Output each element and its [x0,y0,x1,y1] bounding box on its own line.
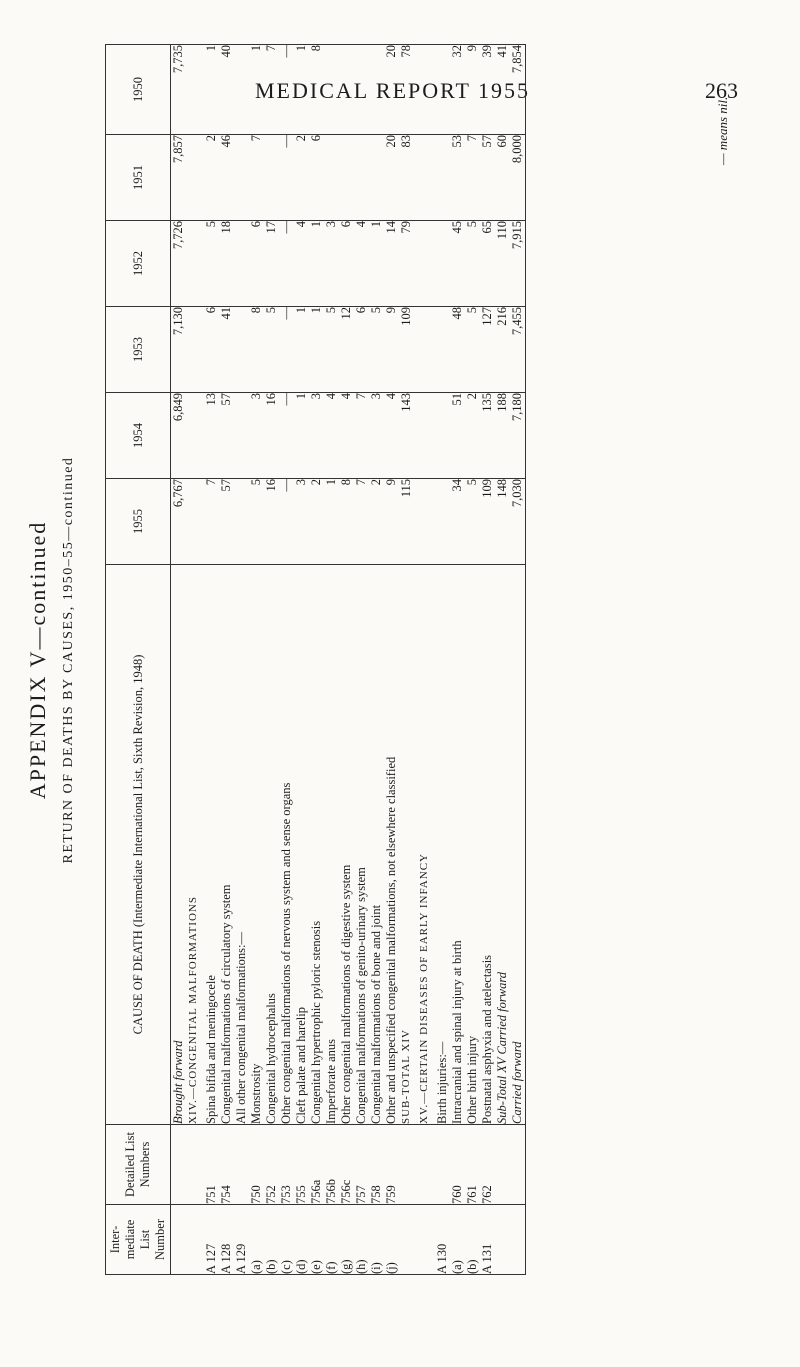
value-cell: 4 [354,221,368,228]
intermediate-number [186,1205,204,1274]
value-cell: 46 [219,135,233,148]
value-cell [435,135,450,220]
value-cell: 41 [219,307,233,320]
value-cell [417,479,435,564]
value-cell [234,307,249,392]
value-cell: 5 [465,307,479,314]
value-cell: 1 [204,45,218,52]
value-cell: 5 [249,479,263,486]
value-cell: 1 [294,393,308,400]
col-header-year: 1953 [106,307,171,393]
value-cell: 5 [369,307,383,314]
value-cell: 148 [495,479,509,498]
detailed-number: 752 [264,1185,278,1204]
cause-label: Imperforate anus [324,1038,338,1124]
value-cell: — [279,479,293,492]
value-cell [339,135,354,220]
value-cell: 45 [450,221,464,234]
value-cell: 4 [339,393,353,400]
value-cell [186,135,204,220]
value-cell: 14 [384,221,398,234]
value-cell: 2 [369,479,383,486]
value-cell: 57 [219,393,233,406]
value-cell: 110 [495,221,509,240]
detailed-number: 761 [465,1185,479,1204]
cause-label: Brought forward [171,1040,185,1124]
value-cell: 6 [204,307,218,314]
value-cell: 48 [450,307,464,320]
value-cell: 7,726 [171,221,185,250]
value-cell [354,135,369,220]
value-cell: 188 [495,393,509,412]
value-cell: 51 [450,393,464,406]
detailed-number [510,1125,525,1204]
value-cell: 3 [324,221,338,228]
value-cell: 18 [219,221,233,234]
cause-label: Congenital hypertrophic pyloric stenosis [309,920,323,1124]
detailed-number [435,1125,450,1204]
cause-label: XIV.—CONGENITAL MALFORMATIONS [187,896,199,1124]
value-cell: 7 [249,135,263,142]
value-cell: 16 [264,393,278,406]
value-cell [264,135,279,220]
intermediate-number: A 131 [480,1243,494,1274]
detailed-number: 757 [354,1185,368,1204]
body-row [171,45,526,1275]
intermediate-number: (b) [264,1259,278,1274]
detailed-number: 759 [384,1185,398,1204]
col-header-cause: CAUSE OF DEATH (Intermediate International List, Sixth Revision, 1948) [106,565,171,1125]
value-cell: 3 [309,393,323,400]
year-column-1954 [171,393,526,479]
value-cell: 8,000 [510,135,524,164]
value-cell [234,135,249,220]
value-cell [234,221,249,306]
value-cell: 5 [465,221,479,228]
intermediate-number: (b) [465,1259,479,1274]
value-cell [186,307,204,392]
cause-label: Other congenital malformations of digestive system [339,864,353,1124]
detailed-number: 753 [279,1185,293,1204]
cause-label: Cleft palate and harelip [294,1007,308,1124]
cause-label: Congenital malformations of bone and joint [369,904,383,1124]
value-cell [435,393,450,478]
value-cell: 57 [219,479,233,492]
intermediate-number [417,1205,435,1274]
value-cell: 6 [339,221,353,228]
value-cell: 2 [309,479,323,486]
value-cell: 39 [480,45,494,58]
value-cell: 8 [309,45,323,52]
value-cell: 8 [339,479,353,486]
header-row [106,45,171,1275]
value-cell: — [279,45,293,58]
value-cell: 2 [465,393,479,400]
detailed-number: 754 [219,1185,233,1204]
value-cell: 7,130 [171,307,185,336]
value-cell: 6,767 [171,479,185,508]
value-cell [234,393,249,478]
cause-label: Congenital malformations of circulatory system [219,884,233,1124]
value-cell [417,307,435,392]
value-cell [369,135,384,220]
cause-label: All other congenital malformations:— [234,932,248,1124]
value-cell: 53 [450,135,464,148]
value-cell: 7,854 [510,45,524,74]
year-column-1952 [171,221,526,307]
intermediate-number [399,1205,417,1274]
value-cell: 3 [294,479,308,486]
cause-label: Intracranial and spinal injury at birth [450,940,464,1124]
value-cell: 7 [354,479,368,486]
value-cell: 7,857 [171,135,185,164]
value-cell: 109 [480,479,494,498]
intermediate-number: (c) [279,1260,293,1274]
value-cell: 9 [384,479,398,486]
col-header-year: 1954 [106,393,171,479]
year-column-1951 [171,135,526,221]
value-cell: 9 [384,307,398,314]
value-cell [369,45,384,134]
value-cell [324,45,339,134]
cause-label: Spina bifida and meningocele [204,975,218,1124]
value-cell: 216 [495,307,509,326]
detailed-number [234,1125,249,1204]
year-column-1953 [171,307,526,393]
value-cell [417,221,435,306]
value-cell: 41 [495,45,509,58]
intermediate-number: (f) [324,1261,338,1274]
value-cell: 83 [399,135,413,148]
page-number: 263 [705,78,738,103]
value-cell: 7 [465,135,479,142]
detailed-column [171,1125,526,1205]
intermediate-column [171,1205,526,1275]
value-cell: 143 [399,393,413,412]
cause-label: SUB-TOTAL XIV [400,1029,412,1124]
value-cell: 1 [294,45,308,52]
deaths-by-cause-table [105,44,526,1275]
value-cell [186,221,204,306]
running-title: MEDICAL REPORT 1955 [255,78,531,103]
value-cell [417,135,435,220]
value-cell: 1 [249,45,263,52]
value-cell: 3 [369,393,383,400]
value-cell: 13 [204,393,218,406]
intermediate-number: A 129 [234,1243,248,1274]
value-cell: 7,735 [171,45,185,74]
intermediate-number: (a) [450,1260,464,1274]
value-cell: 4 [324,393,338,400]
intermediate-number: (a) [249,1260,263,1274]
value-cell: 1 [309,307,323,314]
cause-label: Monstrosity [249,1063,263,1124]
value-cell: 5 [324,307,338,314]
value-cell [339,45,354,134]
intermediate-number: A 128 [219,1243,233,1274]
value-cell: 7 [204,479,218,486]
detailed-number [171,1125,186,1204]
cause-label: Other and unspecified congenital malformations, not elsewhere classified [384,756,398,1124]
detailed-number: 750 [249,1185,263,1204]
intermediate-number [510,1205,525,1274]
value-cell [234,45,249,134]
value-cell: — [279,221,293,234]
value-cell: 7 [264,45,278,52]
value-cell: 1 [324,479,338,486]
value-cell [435,45,450,134]
cause-label: Congenital malformations of genito-urinary system [354,867,368,1124]
value-cell: — [279,135,293,148]
detailed-number: 751 [204,1185,218,1204]
intermediate-number: A 130 [435,1243,449,1274]
value-cell [417,45,435,134]
table-subtitle: RETURN OF DEATHS BY CAUSES, 1950–55—continued [61,456,76,864]
value-cell: 7,180 [510,393,524,422]
value-cell: 12 [339,307,353,320]
value-cell: 16 [264,479,278,492]
value-cell [417,393,435,478]
cause-label: Other birth injury [465,1035,479,1124]
value-cell: 34 [450,479,464,492]
value-cell [186,479,204,564]
value-cell: 65 [480,221,494,234]
value-cell: 6 [354,307,368,314]
intermediate-number: (g) [339,1259,353,1274]
intermediate-number: (i) [369,1262,383,1274]
col-header-year: 1955 [106,479,171,565]
value-cell [354,45,369,134]
value-cell: 127 [480,307,494,326]
value-cell: 40 [219,45,233,58]
value-cell: 6 [249,221,263,228]
value-cell: 115 [399,479,413,498]
value-cell: 7,455 [510,307,524,336]
col-header-detailed: Detailed List Numbers [106,1125,171,1205]
footnote: — means nil. [715,96,730,165]
intermediate-number: (h) [354,1259,368,1274]
value-cell: 4 [294,221,308,228]
detailed-number: 756a [309,1179,323,1204]
cause-label: Birth injuries:— [435,1041,449,1124]
value-cell: 60 [495,135,509,148]
value-cell: 2 [204,135,218,142]
value-cell: 7 [354,393,368,400]
intermediate-number [495,1205,510,1274]
detailed-number: 755 [294,1185,308,1204]
value-cell: 20 [384,45,398,58]
cause-label: Other congenital malformations of nervous system and sense organs [279,782,293,1124]
value-cell: 6 [309,135,323,142]
value-cell: 7,030 [510,479,524,508]
cause-label: Postnatal asphyxia and atelectasis [480,954,494,1124]
value-cell: 7,915 [510,221,524,250]
value-cell: 79 [399,221,413,234]
detailed-number: 760 [450,1185,464,1204]
value-cell: 5 [204,221,218,228]
rotated-table-page [25,45,785,1275]
detailed-number: 762 [480,1185,494,1204]
value-cell: 4 [384,393,398,400]
col-header-year: 1950 [106,45,171,135]
value-cell [435,307,450,392]
value-cell [186,45,204,134]
value-cell: 17 [264,221,278,234]
value-cell: 1 [294,307,308,314]
col-header-intermediate: Inter-mediate List Number [106,1205,171,1275]
intermediate-number: (e) [309,1260,323,1274]
value-cell: 5 [465,479,479,486]
col-header-year: 1951 [106,135,171,221]
detailed-number: 756b [324,1179,338,1204]
appendix-title: APPENDIX V—continued [25,520,50,800]
value-cell [186,393,204,478]
value-cell: 2 [294,135,308,142]
cause-label: Sub-Total XV Carried forward [495,972,509,1124]
value-cell: 1 [369,221,383,228]
cause-label: Congenital hydrocephalus [264,993,278,1124]
value-cell: 32 [450,45,464,58]
value-cell [324,135,339,220]
value-cell: — [279,307,293,320]
value-cell [435,479,450,564]
cause-label: Carried forward [510,1041,524,1124]
value-cell: 135 [480,393,494,412]
detailed-number: 756c [339,1179,353,1204]
value-cell: 57 [480,135,494,148]
intermediate-number: (j) [384,1262,398,1274]
value-cell: 3 [249,393,263,400]
value-cell: 20 [384,135,398,148]
value-cell [435,221,450,306]
value-cell: 109 [399,307,413,326]
detailed-number [495,1125,510,1204]
detailed-number: 758 [369,1185,383,1204]
detailed-number [417,1125,435,1204]
year-column-1950 [171,45,526,135]
col-header-year: 1952 [106,221,171,307]
value-cell: 8 [249,307,263,314]
value-cell: 78 [399,45,413,58]
intermediate-number: A 127 [204,1243,218,1274]
value-cell [234,479,249,564]
value-cell: 5 [264,307,278,314]
detailed-number [186,1125,204,1204]
value-cell: — [279,393,293,406]
intermediate-number [171,1205,186,1274]
cause-label: XV.—CERTAIN DISEASES OF EARLY INFANCY [418,853,430,1124]
intermediate-number: (d) [294,1259,308,1274]
value-cell: 6,849 [171,393,185,422]
year-column-1955 [171,479,526,565]
cause-column [171,565,526,1125]
detailed-number [399,1125,417,1204]
value-cell: 1 [309,221,323,228]
value-cell: 9 [465,45,479,52]
